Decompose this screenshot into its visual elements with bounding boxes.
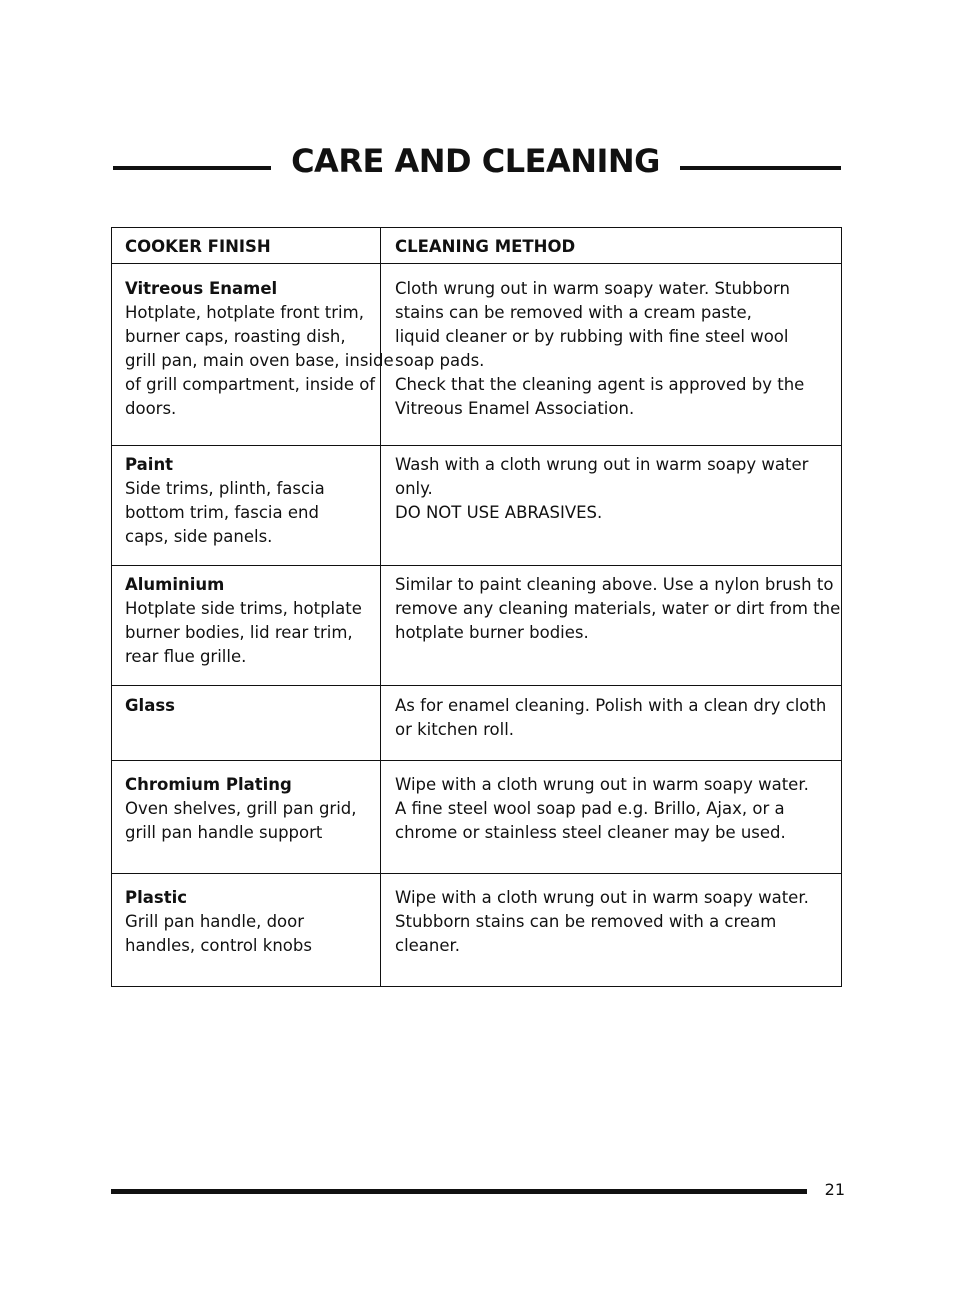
finish-description-line: doors. <box>125 399 177 418</box>
cooker-finish-cell <box>112 874 381 987</box>
method-line: Wipe with a cloth wrung out in warm soapy water. <box>395 775 809 794</box>
finish-name: Chromium Plating <box>125 775 292 794</box>
table-row <box>112 761 842 874</box>
cooker-finish-cell <box>112 761 381 874</box>
table-row <box>112 264 842 446</box>
method-line: hotplate burner bodies. <box>395 623 589 642</box>
table-row <box>112 566 842 686</box>
finish-description-line: rear flue grille. <box>125 647 247 666</box>
finish-name: Paint <box>125 455 174 474</box>
method-line: chrome or stainless steel cleaner may be used. <box>395 823 786 842</box>
method-line: or kitchen roll. <box>395 720 515 739</box>
finish-description-line: Grill pan handle, door <box>125 912 305 931</box>
finish-name: Plastic <box>125 888 188 907</box>
cleaning-method-cell <box>381 874 842 987</box>
cleaning-method-cell <box>381 446 842 566</box>
method-line: DO NOT USE ABRASIVES. <box>395 503 603 522</box>
page-number: 21 <box>824 1180 845 1199</box>
cooker-finish-cell <box>112 686 381 761</box>
cleaning-method-cell <box>381 686 842 761</box>
method-line: Check that the cleaning agent is approved by the <box>395 375 805 394</box>
finish-description-line: Hotplate side trims, hotplate <box>125 599 362 618</box>
finish-description-line: grill pan handle support <box>125 823 323 842</box>
finish-description-line: burner caps, roasting dish, <box>125 327 346 346</box>
method-line: cleaner. <box>395 936 461 955</box>
finish-name: Glass <box>125 696 175 715</box>
column-header-cleaning-method: CLEANING METHOD <box>381 228 842 264</box>
finish-description-line: Hotplate, hotplate front trim, <box>125 303 364 322</box>
table-row <box>112 686 842 761</box>
method-line: A fine steel wool soap pad e.g. Brillo, Ajax, or a <box>395 799 785 818</box>
cleaning-method-cell <box>381 566 842 686</box>
method-line: Similar to paint cleaning above. Use a nylon brush to <box>395 575 834 594</box>
column-header-cooker-finish: COOKER FINISH <box>112 228 381 264</box>
method-line: remove any cleaning materials, water or dirt from the <box>395 599 841 618</box>
finish-name: Vitreous Enamel <box>125 279 278 298</box>
cleaning-method-cell <box>381 264 842 446</box>
finish-description-line: bottom trim, fascia end <box>125 503 319 522</box>
finish-description-line: burner bodies, lid rear trim, <box>125 623 353 642</box>
cooker-finish-cell <box>112 446 381 566</box>
method-line: only. <box>395 479 433 498</box>
method-line: Wipe with a cloth wrung out in warm soapy water. <box>395 888 809 907</box>
finish-description-line: caps, side panels. <box>125 527 273 546</box>
method-line: liquid cleaner or by rubbing with fine steel wool <box>395 327 789 346</box>
title-rule-left <box>113 166 271 170</box>
finish-name: Aluminium <box>125 575 225 594</box>
finish-description-line: handles, control knobs <box>125 936 312 955</box>
method-line: Vitreous Enamel Association. <box>395 399 635 418</box>
table-row <box>112 446 842 566</box>
table-row <box>112 874 842 987</box>
finish-description-line: Side trims, plinth, fascia <box>125 479 325 498</box>
finish-description-line: of grill compartment, inside of <box>125 375 376 394</box>
finish-description-line: grill pan, main oven base, inside <box>125 351 394 370</box>
cooker-finish-cell <box>112 264 394 446</box>
footer-rule <box>111 1189 807 1194</box>
cleaning-method-cell <box>381 761 842 874</box>
method-line: Cloth wrung out in warm soapy water. Stubborn <box>395 279 790 298</box>
page-title: CARE AND CLEANING <box>291 142 660 180</box>
finish-description-line: Oven shelves, grill pan grid, <box>125 799 357 818</box>
care-cleaning-table <box>111 227 842 987</box>
method-line: Wash with a cloth wrung out in warm soapy water <box>395 455 809 474</box>
table-header-row <box>112 228 842 264</box>
method-line: Stubborn stains can be removed with a cream <box>395 912 777 931</box>
cooker-finish-cell <box>112 566 381 686</box>
method-line: As for enamel cleaning. Polish with a clean dry cloth <box>395 696 827 715</box>
title-rule-right <box>680 166 841 170</box>
method-line: soap pads. <box>395 351 485 370</box>
method-line: stains can be removed with a cream paste, <box>395 303 752 322</box>
